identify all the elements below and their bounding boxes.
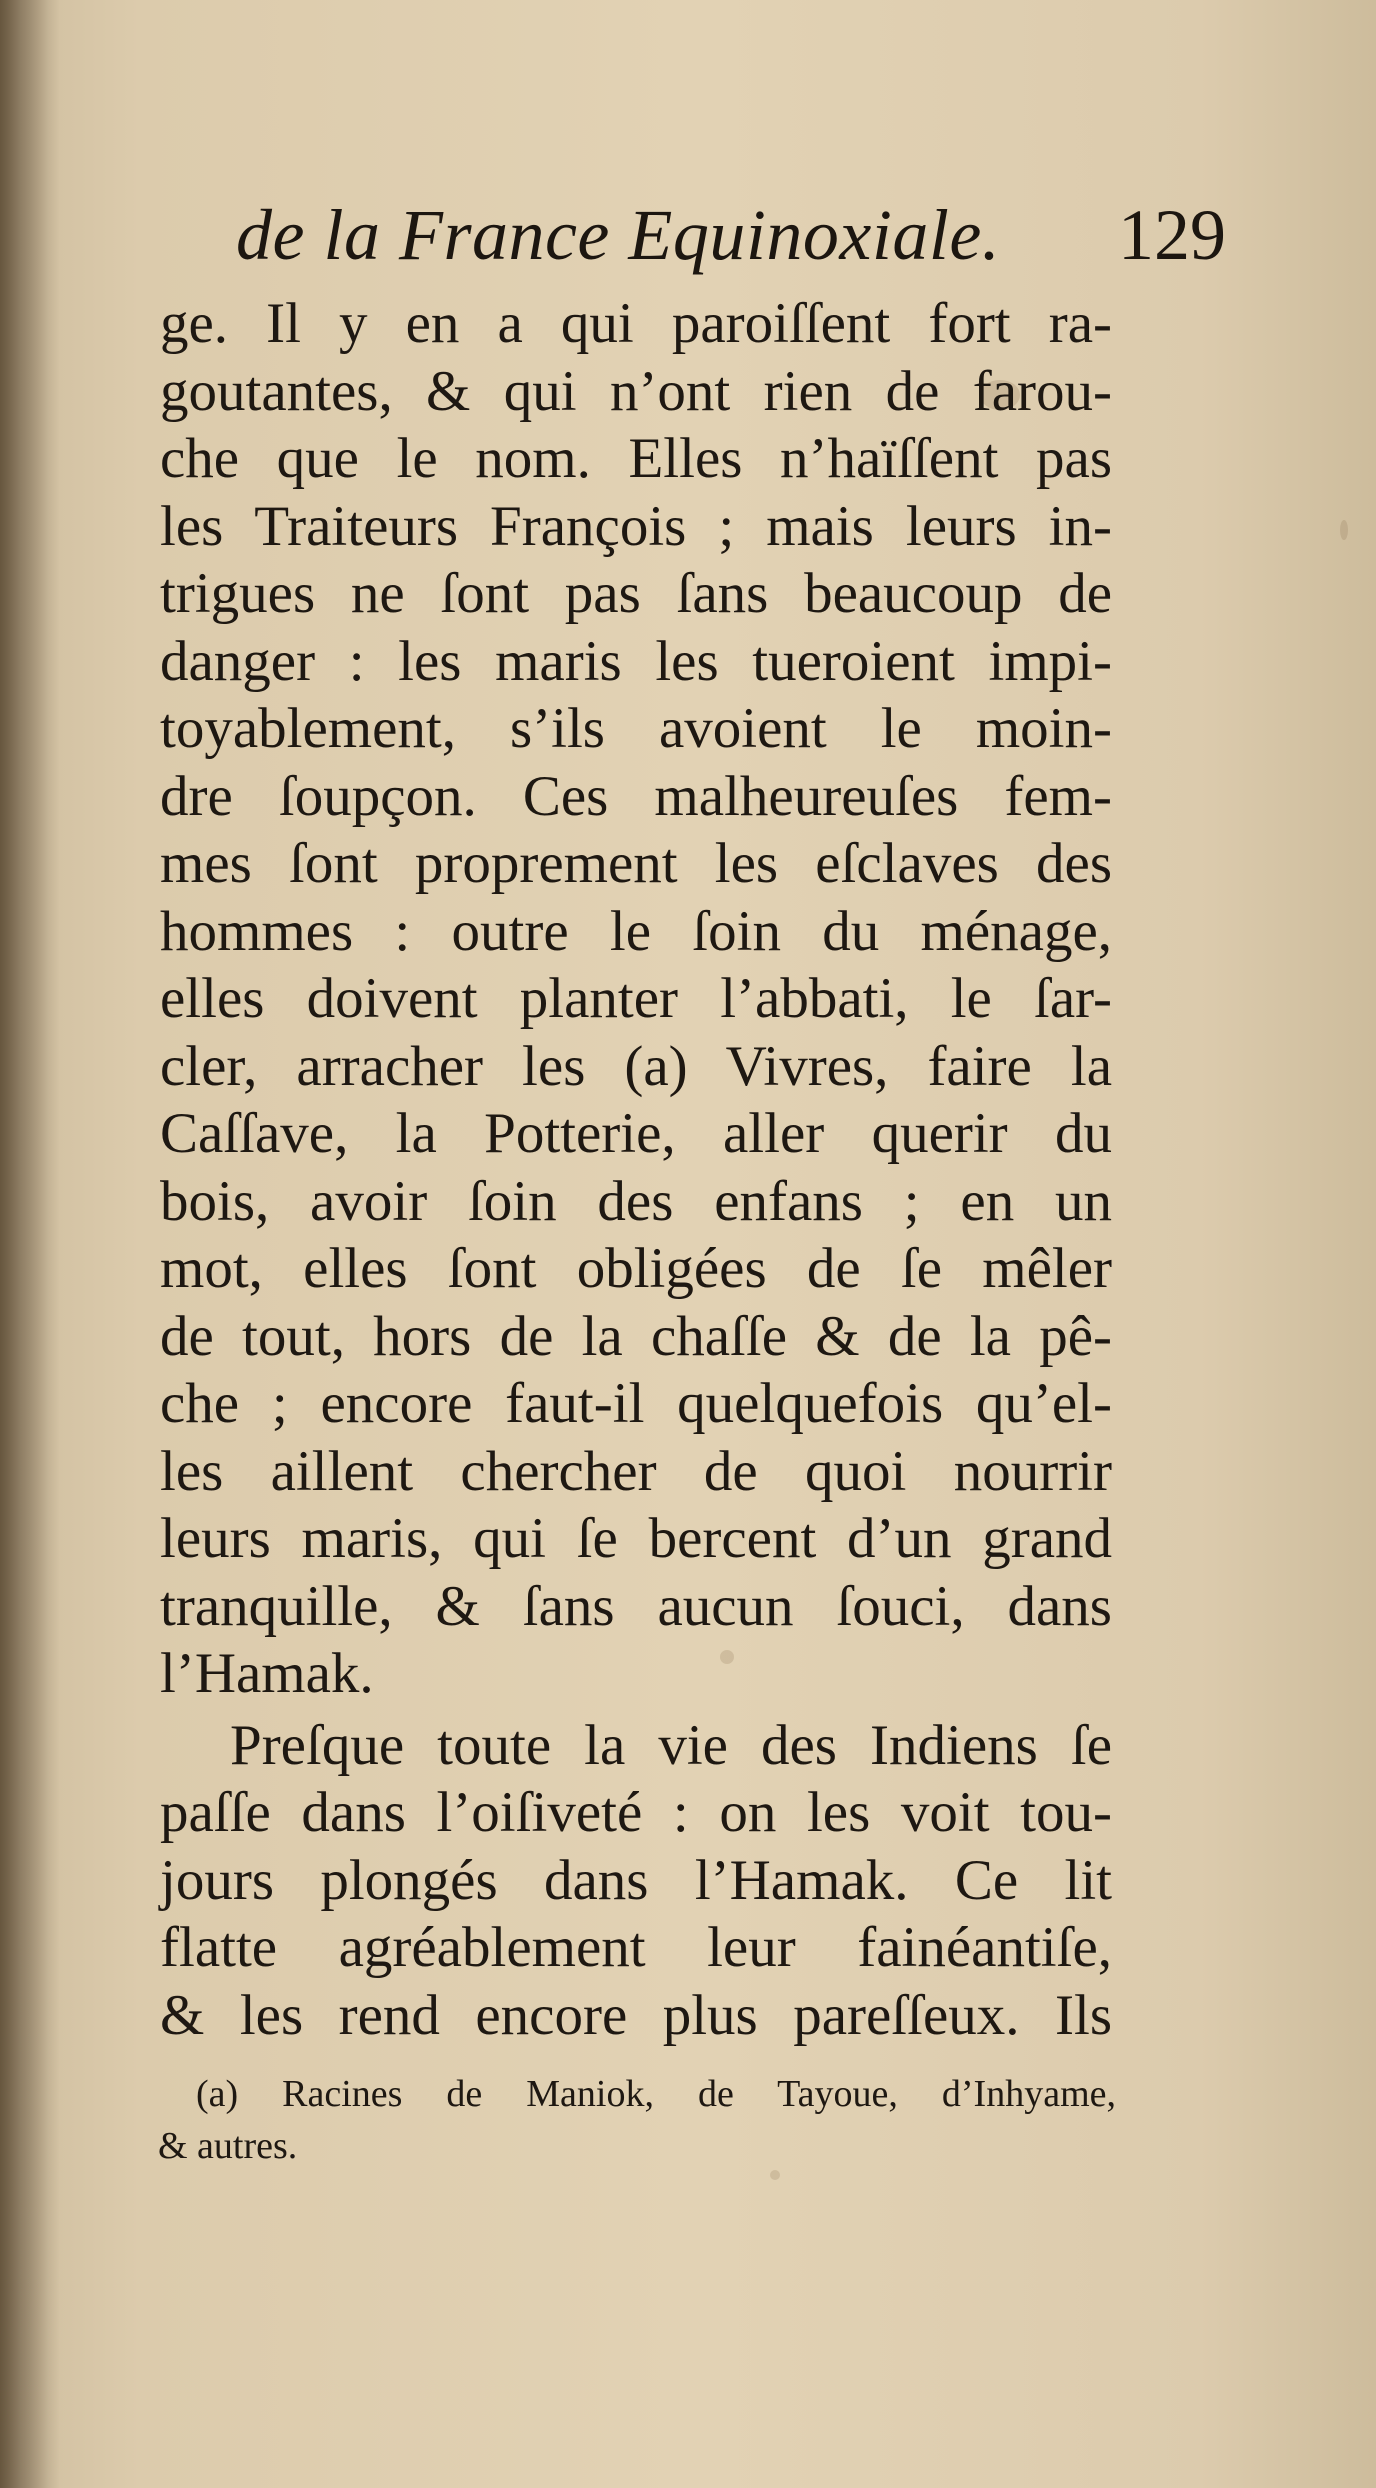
text-line: les Traiteurs François ; mais leurs in-	[160, 494, 1112, 558]
footnote-line: & autres.	[158, 2125, 298, 2167]
text-line: mot, elles ſont obligées de ſe mêler	[160, 1237, 1112, 1300]
text-line: goutantes, & qui n’ont rien de farou-	[160, 359, 1112, 423]
text-line: che que le nom. Elles n’haïſſent pas	[160, 427, 1112, 490]
page-header	[216, 190, 1226, 280]
text-line: hommes : outre le ſoin du ménage,	[160, 899, 1112, 963]
text-line: flatte agréablement leur fainéantiſe,	[160, 1916, 1112, 1979]
text-line: toyablement, s’ils avoient le moin-	[160, 697, 1112, 760]
text-line: dre ſoupçon. Ces malheureuſes fem-	[160, 764, 1112, 828]
running-title: de la France Equinoxiale.	[236, 195, 1001, 275]
text-line: tranquille, & ſans aucun ſouci, dans	[160, 1574, 1112, 1638]
text-line: Preſque toute la vie des Indiens ſe	[230, 1713, 1112, 1777]
paper-stain	[1340, 520, 1348, 540]
text-line: l’Hamak.	[160, 1642, 374, 1705]
page-number: 129	[1118, 195, 1226, 275]
binding-shadow	[0, 0, 60, 2488]
text-line: ge. Il y en a qui paroiſſent fort ra-	[160, 292, 1112, 355]
text-line: paſſe dans l’oiſiveté : on les voit tou-	[160, 1781, 1112, 1844]
text-line: danger : les maris les tueroient impi-	[160, 629, 1112, 693]
text-line: Caſſave, la Potterie, aller querir du	[160, 1102, 1112, 1165]
footnote-line: (a) Racines de Maniok, de Tayoue, d’Inhyame,	[196, 2073, 1116, 2115]
text-line: jours plongés dans l’Hamak. Ce lit	[160, 1848, 1112, 1912]
text-line: & les rend encore plus pareſſeux. Ils	[160, 1983, 1112, 2047]
footnote	[158, 2068, 1116, 2172]
text-line: leurs maris, qui ſe bercent d’un grand	[160, 1507, 1112, 1570]
text-line: de tout, hors de la chaſſe & de la pê-	[160, 1304, 1112, 1368]
text-line: cler, arracher les (a) Vivres, faire la	[160, 1034, 1112, 1098]
text-line: che ; encore faut-il quelquefois qu’el-	[160, 1372, 1112, 1435]
text-line: elles doivent planter l’abbati, le ſar-	[160, 967, 1112, 1030]
text-line: les aillent chercher de quoi nourrir	[160, 1439, 1112, 1503]
text-line: trigues ne ſont pas ſans beaucoup de	[160, 562, 1112, 625]
text-line: bois, avoir ſoin des enfans ; en un	[160, 1169, 1112, 1233]
body-text	[160, 290, 1112, 2049]
text-line: mes ſont proprement les eſclaves des	[160, 832, 1112, 895]
